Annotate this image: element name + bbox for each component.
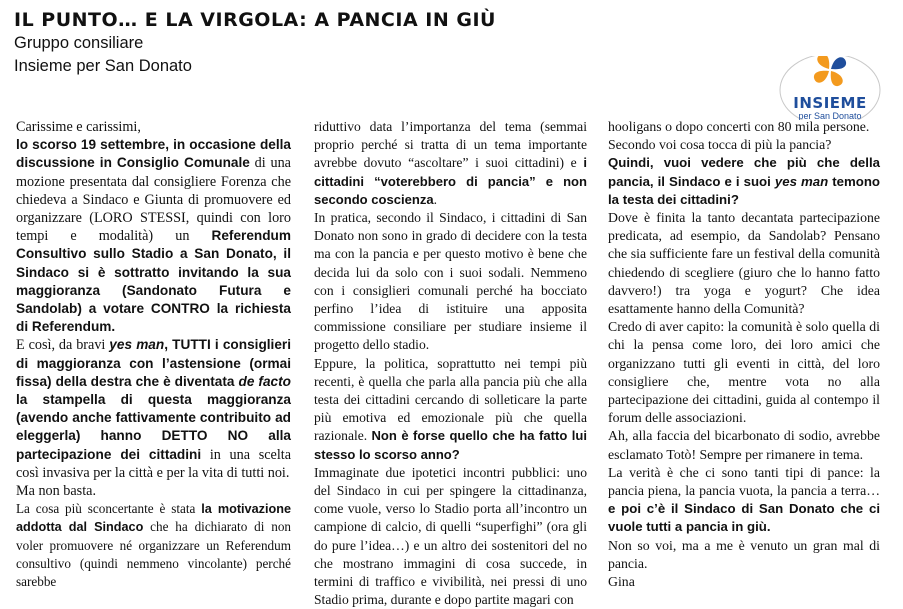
paragraph: Secondo voi cosa tocca di più la pancia? [608,137,832,153]
article-column-1 [16,118,291,591]
article-column-3 [608,118,880,591]
paragraph: Quindi, vuoi vedere che più che della pancia, il Sindaco e i suoi yes man temono la testa dei cittadini? [608,155,880,207]
article-header [14,8,774,78]
paragraph: Ah, alla faccia del bicarbonato di sodio, avrebbe esclamato Totò! Sempre per rimanere in tema. [608,428,880,462]
insieme-logo [778,56,882,120]
logo-name: INSIEME [793,94,867,112]
article-column-2 [314,118,587,609]
paragraph: lo scorso 19 settembre, in occasione della discussione in Consiglio Comunale di una mozione presentata dal consigliere Forenza che chiedeva a Sindaco e Giunta di promuovere ed organizzare (LORO STESSI, quindi con loro tempi e modalità) un Referendum Consultivo sullo Stadio a San Donato, il Sindaco si è sottratto invitando la sua maggioranza (Sandonato Futura e Sandolab) a votare CONTRO la richiesta di Referendum. [16,137,291,335]
paragraph: hooligans o dopo concerti con 80 mila persone. [608,119,870,134]
paragraph: Credo di aver capito: la comunità è solo quella di chi la pensa come loro, dei loro amici che organizzano tutti gli eventi in città, del loro consigliere che, mentre vota no alla partecipazione dei cittadini, guida al contempo il forum delle associazioni. [608,319,880,426]
paragraph: E così, da bravi yes man, TUTTI i consiglieri di maggioranza con l’astensione (ormai fissa) della destra che è diventata de facto la stampella di questa maggioranza (avendo anche fattivamente contribuito ad eleggerla) hanno DETTO NO alla partecipazione dei cittadini in una scelta così invasiva per la città e per la vita di tutti noi. [16,337,292,481]
paragraph: Dove è finita la tanto decantata partecipazione predicata, ad esempio, da Sandolab? Pensano che sia sufficiente fare un festival della comunità chiedendo di scegliere (giuro che lo hanno fatto davvero!) tra yoga e yogurt? Che idea esattamente hanno della Comunità? [608,210,880,317]
paragraph: Carissime e carissimi, [16,119,141,135]
paragraph: Eppure, la politica, soprattutto nei tempi più recenti, è quella che parla alla pancia più che alla testa dei cittadini cercando di solleticare la parte più emotiva ed emozionale più che quella razionale. Non è forse quello che ha fatto lui stesso lo scorso anno? [314,355,587,462]
paragraph: Non so voi, ma a me è venuto un gran mal di pancia. [608,537,880,571]
group-label: Gruppo consiliare [14,34,144,52]
paragraph: In pratica, secondo il Sindaco, i cittadini di San Donato non sono in grado di decidere con la testa ma con la pancia e per questo motivo è bene che decida lui da solo con i suoi sodali. Nemmeno con i consiglieri comunali perché ha bocciato perfino l’idea di istituire una apposita commissione consiliare per studiare insieme il progetto dello stadio. [314,210,587,353]
paragraph: La verità è che ci sono tanti tipi di pance: la pancia piena, la pancia vuota, la pancia a terra… e poi c’è il Sindaco di San Donato che ci vuole tutti a pancia in giù. [608,464,880,535]
signature: Gina [608,574,635,590]
paragraph: riduttivo data l’importanza del tema (semmai proprio perché si tratta di un tema importante avrebbe dovuto “ascoltare” i suoi cittadini) e i cittadini “voterebbero di pancia” e non secondo coscienza. [314,119,587,207]
paragraph: La cosa più sconcertante è stata la motivazione addotta dal Sindaco che ha dichiarato di non voler promuovere né organizzare un Referendum consultivo (quindi nemmeno vincolante) perché sarebbe [16,501,292,590]
article-title: IL PUNTO… E LA VIRGOLA: A PANCIA IN GIÙ [14,9,496,31]
group-name: Insieme per San Donato [14,57,192,75]
logo-subtitle: per San Donato [798,111,862,120]
paragraph: Immaginate due ipotetici incontri pubblici: uno del Sindaco in cui per spingere la cittadinanza, come vuole, verso lo Stadio porta all’incontro un campione di calcio, di quelli “superfighi” (ora gli do pure l’idea…) e un altro dei sostenitori del no che mostrano immagini di cosa succede, in termini di traffico e vivibilità, nei pressi di uno Stadio prima, durante e dopo partite magari con [314,464,587,608]
paragraph: Ma non basta. [16,483,96,500]
